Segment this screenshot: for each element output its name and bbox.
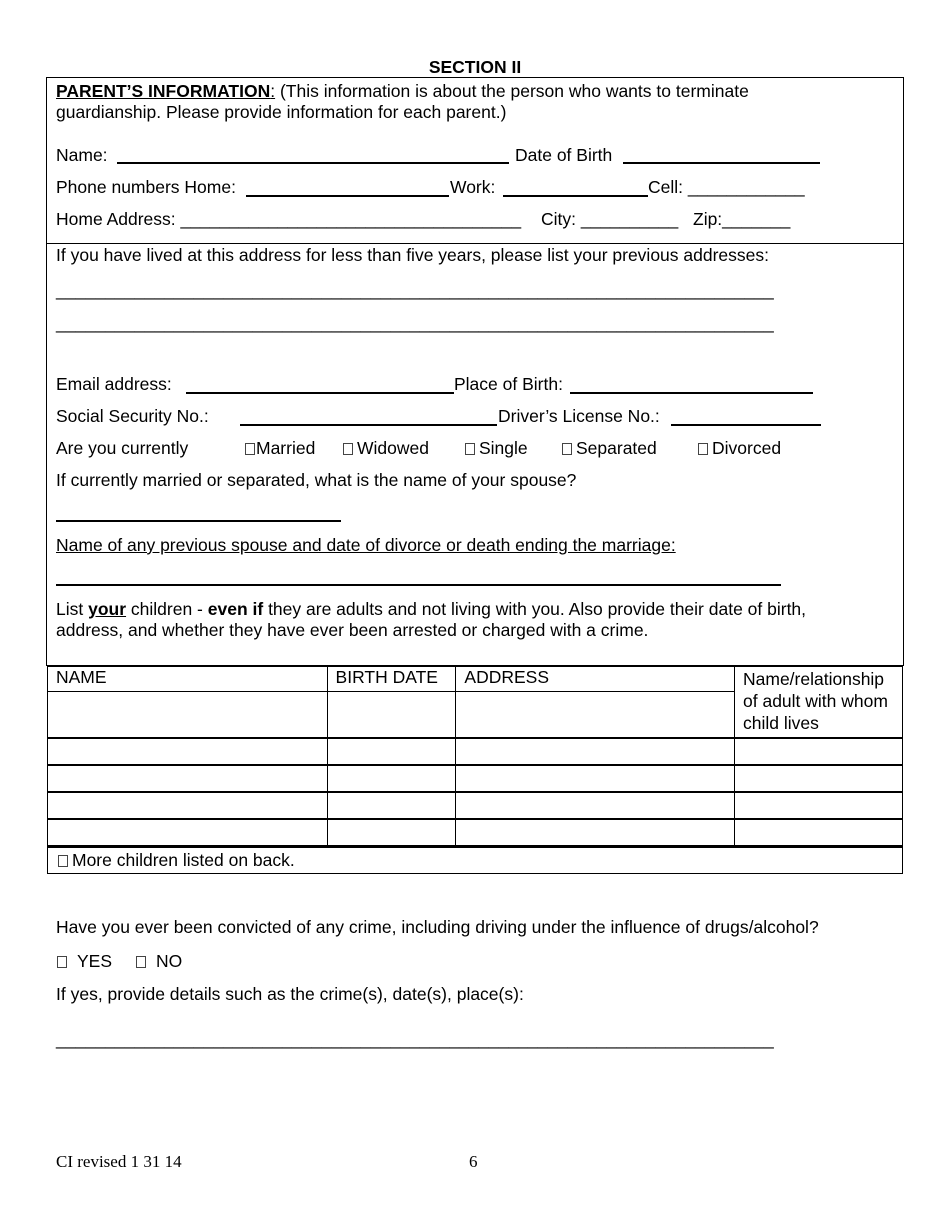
header-birth-date: BIRTH DATE [327,666,456,692]
child-adult-cell[interactable] [735,765,903,792]
marital-option-label: Single [479,438,528,458]
child-name-cell[interactable] [48,738,328,765]
checkbox-icon[interactable] [57,956,67,968]
drivers-license-label: Driver’s License No.: [498,406,660,426]
child-name-cell[interactable] [48,765,328,792]
child-birth-date-cell[interactable] [327,819,456,846]
name-field[interactable] [117,162,509,164]
marital-option-married[interactable] [245,438,315,459]
spouse-question: If currently married or separated, what is the name of your spouse? [56,470,577,490]
previous-address-line-1[interactable]: _________________________________________________________________________ [56,280,774,300]
table-row [48,765,903,792]
place-of-birth-field[interactable] [570,392,813,394]
child-adult-cell[interactable] [735,819,903,846]
header-name: NAME [48,666,328,692]
place-of-birth-label: Place of Birth: [454,374,563,394]
parent-info-title: PARENT’S INFORMATION [56,81,271,101]
checkbox-icon[interactable] [136,956,146,968]
phone-home-label: Phone numbers Home: [56,177,236,197]
children-instructions-1 [56,599,806,620]
zip-label: Zip:_______ [693,209,791,229]
more-children-option[interactable] [58,850,295,871]
checkbox-icon[interactable] [562,443,572,455]
child-birth-date-cell[interactable] [327,692,456,738]
checkbox-icon[interactable] [698,443,708,455]
name-label: Name: [56,145,108,165]
previous-addresses-question: If you have lived at this address for less than five years, please list your previous addresses: [56,245,769,265]
marital-prompt: Are you currently [56,438,189,458]
marital-option-label: Separated [576,438,657,458]
child-birth-date-cell[interactable] [327,738,456,765]
children-table [47,665,903,847]
child-adult-cell[interactable] [735,792,903,819]
checkbox-icon[interactable] [465,443,475,455]
child-address-cell[interactable] [456,819,735,846]
phone-cell-label: Cell: ____________ [648,177,805,197]
parent-info-intro-2: guardianship. Please provide information for each parent.) [56,102,507,122]
child-adult-cell[interactable] [735,738,903,765]
email-field[interactable] [186,392,454,394]
checkbox-icon[interactable] [245,443,255,455]
table-row [48,819,903,846]
drivers-license-field[interactable] [671,424,821,426]
footer-page-number: 6 [469,1152,478,1171]
table-row [48,792,903,819]
parent-info-colon: : [270,81,276,101]
checkbox-icon[interactable] [58,855,68,867]
table-row [48,738,903,765]
crime-yes-label: YES [77,951,113,971]
previous-spouse-question: Name of any previous spouse and date of divorce or death ending the marriage: [56,535,676,555]
phone-work-label: Work: [450,177,496,197]
marital-option-label: Widowed [357,438,429,458]
more-children-label: More children listed on back. [72,850,295,870]
dob-label: Date of Birth [515,145,613,165]
children-instructions-your: your [88,599,127,619]
child-name-cell[interactable] [48,692,328,738]
crime-details-line[interactable]: _________________________________________________________________________ [56,1029,774,1049]
previous-spouse-field[interactable] [56,584,781,586]
parent-info-intro-1: (This information is about the person who wants to terminate [275,81,749,101]
child-birth-date-cell[interactable] [327,792,456,819]
ssn-field[interactable] [240,424,497,426]
marital-option-widowed[interactable] [343,438,429,459]
marital-option-label: Divorced [712,438,782,458]
marital-option-divorced[interactable] [698,438,781,459]
children-instructions-part3: they are adults and not living with you. Also provide their date of birth, [263,599,807,619]
spouse-name-field[interactable] [56,520,341,522]
header-address: ADDRESS [456,666,735,692]
child-address-cell[interactable] [456,792,735,819]
child-name-cell[interactable] [48,792,328,819]
dob-field[interactable] [623,162,820,164]
child-birth-date-cell[interactable] [327,765,456,792]
previous-address-line-2[interactable]: _________________________________________________________________________ [56,313,774,333]
city-label: City: __________ [541,209,679,229]
header-adult-relationship: Name/relationship of adult with whom child lives [735,666,903,738]
child-address-cell[interactable] [456,765,735,792]
footer-revision: CI revised 1 31 14 [56,1152,182,1171]
children-instructions-part1: List [56,599,89,619]
checkbox-icon[interactable] [343,443,353,455]
marital-option-label: Married [256,438,316,458]
home-address-label: Home Address: ___________________________________ [56,209,522,229]
child-name-cell[interactable] [48,819,328,846]
email-label: Email address: [56,374,172,394]
marital-option-separated[interactable] [562,438,657,459]
crime-question: Have you ever been convicted of any crime, including driving under the influence of drugs/alcohol? [56,917,819,937]
phone-home-field[interactable] [246,195,449,197]
phone-work-field[interactable] [503,195,648,197]
children-instructions-part2: children - [126,599,208,619]
crime-no-option[interactable] [136,951,182,972]
crime-no-label: NO [156,951,183,971]
children-table-header-row [48,666,903,692]
ssn-label: Social Security No.: [56,406,209,426]
crime-details-prompt: If yes, provide details such as the crime(s), date(s), place(s): [56,984,524,1004]
parent-info-heading [56,81,749,102]
crime-yes-option[interactable] [57,951,112,972]
section-title: SECTION II [428,57,522,77]
children-instructions-even-if: even if [207,599,264,619]
marital-option-single[interactable] [465,438,528,459]
child-address-cell[interactable] [456,738,735,765]
children-instructions-2: address, and whether they have ever been arrested or charged with a crime. [56,620,649,640]
child-address-cell[interactable] [456,692,735,738]
